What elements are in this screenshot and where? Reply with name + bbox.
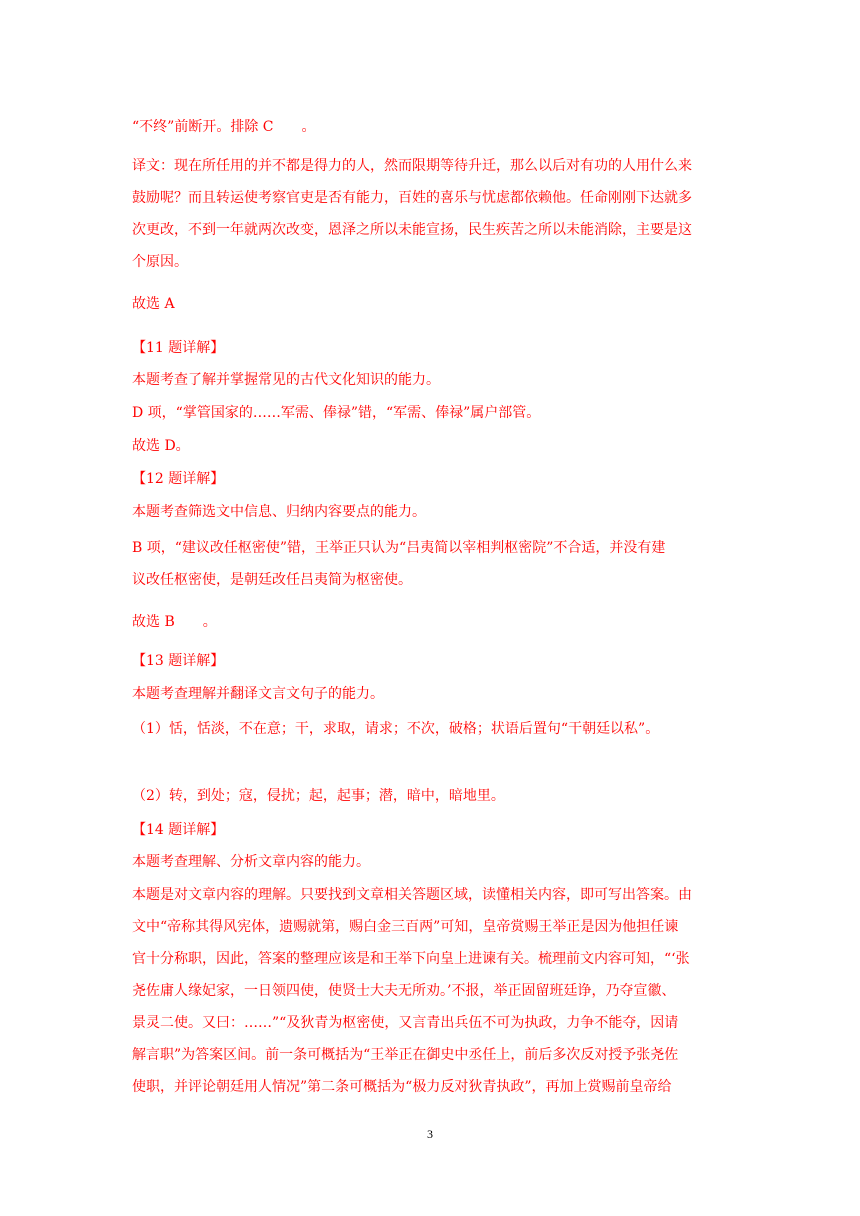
text-line: 本题考查理解并翻译文言文句子的能力。 [132, 686, 384, 702]
text-line: 次更改，不到一年就两次改变，恩泽之所以未能宣扬，民生疾苦之所以未能消除，主要是这 [132, 222, 692, 238]
text-line: 故选 D。 [132, 438, 190, 454]
text-line: “不终”前断开。排除 C 。 [132, 119, 316, 135]
text-line: B 项，“建议改任枢密使”错，王举正只认为“吕夷简以宰相判枢密院”不合适，并没有建 [132, 540, 666, 556]
text-line: 景灵二使。又曰：……”“及狄青为枢密使，又言青出兵伍不可为执政，力争不能夺，因请 [132, 1015, 679, 1031]
text-line: 尧佐庸人缘妃家，一日领四使，使贤士大夫无所劝。’不报，举正固留班廷诤，乃夺宣徽、 [132, 983, 676, 999]
text-line: 议改任枢密使，是朝廷改任吕夷简为枢密使。 [132, 572, 412, 588]
text-line: 本题考查筛选文中信息、归纳内容要点的能力。 [132, 504, 426, 520]
text-line: 解言职”为答案区间。前一条可概括为“王举正在御史中丞任上，前后多次反对授予张尧佐 [132, 1047, 679, 1063]
text-line: 本题考查理解、分析文章内容的能力。 [132, 854, 370, 870]
section-heading: 【14 题详解】 [132, 822, 225, 838]
text-line: 故选 B 。 [132, 614, 217, 630]
section-heading: 【11 题详解】 [132, 340, 225, 356]
section-heading: 【12 题详解】 [132, 471, 225, 487]
page-number: 3 [427, 1127, 433, 1141]
text-line: 文中“帝称其得风宪体，遗赐就第，赐白金三百两”可知，皇帝赏赐王举正是因为他担任谏 [132, 919, 679, 935]
text-line: 使职，并评论朝廷用人情况”第二条可概括为“极力反对狄青执政”，再加上赏赐前皇帝给 [132, 1079, 672, 1095]
text-line: 鼓励呢？而且转运使考察官吏是否有能力，百姓的喜乐与忧虑都依赖他。任命刚刚下达就多 [132, 190, 692, 206]
text-line: 译文：现在所任用的并不都是得力的人，然而限期等待升迁，那么以后对有功的人用什么来 [132, 158, 692, 174]
text-line: 故选 A [132, 296, 175, 312]
text-line: 官十分称职，因此，答案的整理应该是和王举下向皇上进谏有关。梳理前文内容可知，“‘张 [132, 951, 690, 967]
text-line: 本题是对文章内容的理解。只要找到文章相关答题区域，读懂相关内容，即可写出答案。由 [132, 887, 692, 903]
text-line: D 项，“掌管国家的……军需、俸禄”错，“军需、俸禄”属户部管。 [132, 405, 541, 421]
text-line: （1）恬，恬淡，不在意；干，求取，请求；不次，破格；状语后置句“干朝廷以私”。 [132, 721, 660, 737]
section-heading: 【13 题详解】 [132, 653, 225, 669]
text-line: 个原因。 [132, 254, 188, 270]
text-line: 本题考查了解并掌握常见的古代文化知识的能力。 [132, 372, 440, 388]
text-line: （2）转，到处；寇，侵扰；起，起事；潜，暗中，暗地里。 [132, 788, 505, 804]
